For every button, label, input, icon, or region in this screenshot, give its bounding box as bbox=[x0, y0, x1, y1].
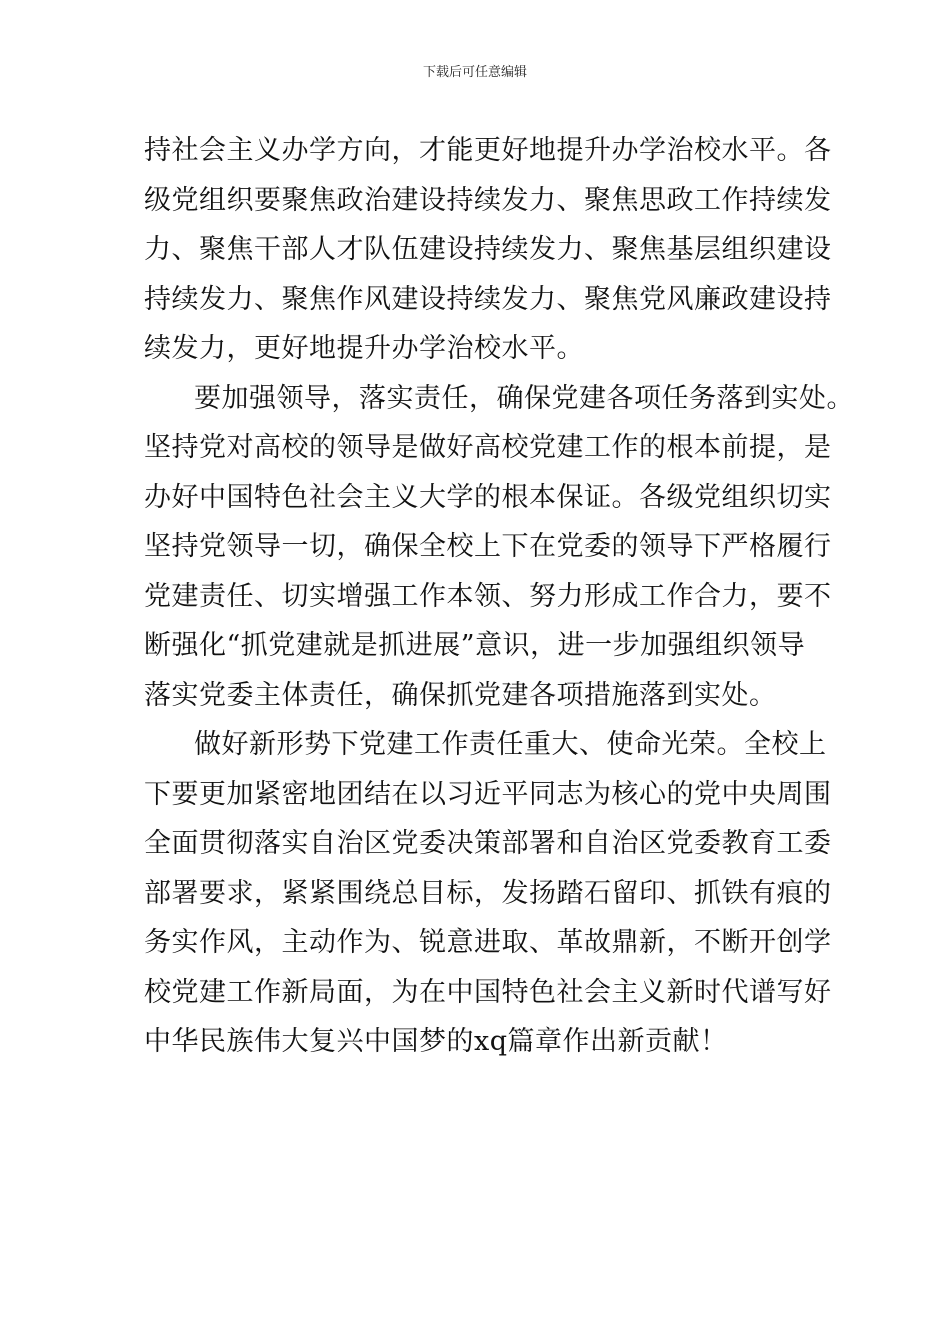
text-line: 校党建工作新局面，为在中国特色社会主义新时代谱写好 bbox=[144, 976, 832, 1008]
text-line: 办好中国特色社会主义大学的根本保证。各级党组织切实 bbox=[144, 481, 832, 513]
text-line: 坚持党领导一切，确保全校上下在党委的领导下严格履行 bbox=[144, 531, 832, 562]
document-body bbox=[144, 126, 854, 1067]
paragraph-first-line: 要加强领导，落实责任，确保党建各项任务落到实处。 bbox=[194, 382, 854, 414]
text-line: 持社会主义办学方向，才能更好地提升办学治校水平。各 bbox=[144, 135, 832, 166]
text-line: 务实作风，主动作为、锐意进取、革故鼎新，不断开创学 bbox=[144, 927, 832, 958]
text-line: 部署要求，紧紧围绕总目标，发扬踏石留印、抓铁有痕的 bbox=[144, 877, 832, 909]
text-line: 持续发力、聚焦作风建设持续发力、聚焦党风廉政建设持 bbox=[144, 283, 832, 315]
text-line: 断强化“抓党建就是抓进展”意识，进一步加强组织领导 bbox=[144, 630, 806, 661]
text-line: 中华民族伟大复兴中国梦的xq篇章作出新贡献！ bbox=[144, 1026, 728, 1057]
text-line: 党建责任、切实增强工作本领、努力形成工作合力，要不 bbox=[144, 580, 832, 612]
text-line: 坚持党对高校的领导是做好高校党建工作的根本前提，是 bbox=[144, 432, 832, 463]
text-line: 续发力，更好地提升办学治校水平。 bbox=[144, 333, 584, 364]
text-line: 级党组织要聚焦政治建设持续发力、聚焦思政工作持续发 bbox=[144, 184, 832, 216]
text-line: 下要更加紧密地团结在以习近平同志为核心的党中央周围 bbox=[144, 778, 832, 810]
page-header-note: 下载后可任意编辑 bbox=[422, 65, 527, 80]
text-line: 全面贯彻落实自治区党委决策部署和自治区党委教育工委 bbox=[144, 828, 832, 859]
text-line: 落实党委主体责任，确保抓党建各项措施落到实处。 bbox=[144, 679, 777, 711]
text-line: 力、聚焦干部人才队伍建设持续发力、聚焦基层组织建设 bbox=[144, 234, 832, 265]
paragraph-first-line: 做好新形势下党建工作责任重大、使命光荣。全校上 bbox=[194, 729, 827, 760]
